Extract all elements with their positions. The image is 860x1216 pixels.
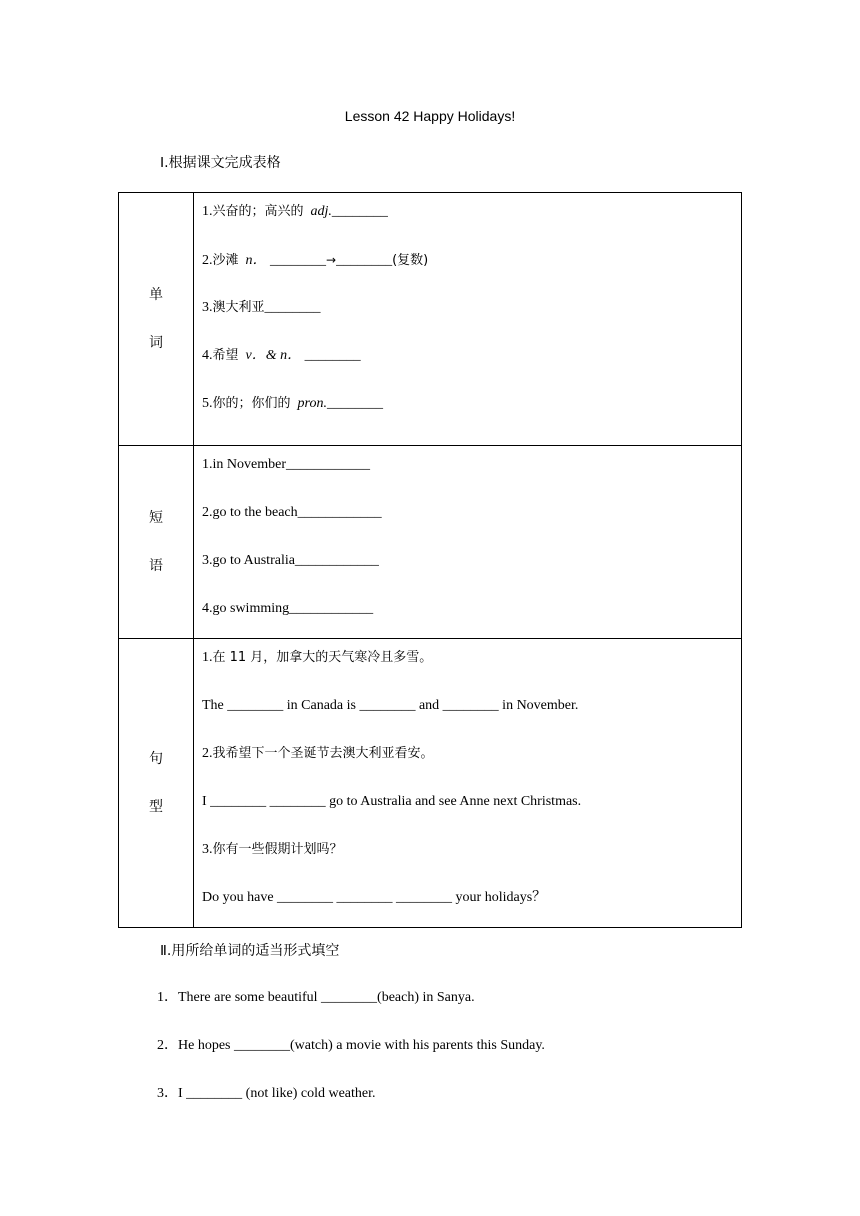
phrases-content-cell: [194, 446, 742, 639]
phrase-item-1[interactable]: 1.in November____________: [202, 457, 370, 472]
sentence-prompt-3: 3.你有一些假期计划吗？: [202, 842, 343, 857]
word-blank-5[interactable]: ________: [326, 396, 383, 411]
phrases-row: [119, 446, 742, 639]
page-title: Lesson 42 Happy Holidays!: [344, 108, 516, 124]
section-1-heading: [160, 152, 281, 172]
word-item-1: 1.兴奋的；高兴的 adj.________: [202, 204, 388, 219]
sentences-content-cell: [194, 639, 742, 928]
sentences-row: [119, 639, 742, 928]
words-row: [119, 193, 742, 446]
words-category-char-2: 词: [149, 335, 163, 351]
section-1-roman: Ⅰ: [160, 156, 165, 171]
sentences-category-cell: [119, 639, 194, 928]
exercise-item-3[interactable]: 3．I ________ (not like) cold weather.: [157, 1086, 376, 1101]
sentences-category-char-1: 句: [149, 751, 163, 767]
word-item-4: 4.希望 v．& n． ________: [202, 348, 361, 363]
section-1-heading-text: .根据课文完成表格: [164, 155, 281, 171]
summary-table: [118, 192, 742, 928]
section-2-heading-text: .用所给单词的适当形式填空: [166, 943, 340, 959]
sentence-blank-line-1[interactable]: The ________ in Canada is ________ and ________ in November.: [202, 698, 579, 713]
sentence-prompt-2: 2.我希望下一个圣诞节去澳大利亚看安。: [202, 746, 434, 761]
word-blank-3[interactable]: ________: [264, 300, 321, 315]
phrases-category-char-1: 短: [149, 510, 163, 526]
phrases-category-char-2: 语: [149, 558, 163, 574]
words-category-char-1: 单: [149, 287, 163, 303]
exercise-item-1[interactable]: 1．There are some beautiful ________(beach) in Sanya.: [157, 990, 475, 1005]
word-blank-4[interactable]: ________: [304, 348, 361, 363]
word-item-2: 2.沙滩 n． ________→________(复数): [202, 253, 429, 268]
arrow-icon: →: [326, 253, 337, 267]
phrases-category-cell: [119, 446, 194, 639]
sentence-blank-line-2[interactable]: I ________ ________ go to Australia and see Anne next Christmas.: [202, 794, 582, 809]
words-content-cell: [194, 193, 742, 446]
word-blank-2a[interactable]: ________: [270, 253, 327, 268]
sentence-blank-line-3[interactable]: Do you have ________ ________ ________ your holidays？: [202, 890, 547, 905]
words-category-cell: [119, 193, 194, 446]
word-item-3: 3.澳大利亚________: [202, 300, 321, 315]
phrase-item-4[interactable]: 4.go swimming____________: [202, 601, 374, 616]
sentences-category-char-2: 型: [149, 799, 163, 815]
word-blank-2b[interactable]: ________: [336, 253, 393, 268]
word-blank-1[interactable]: ________: [331, 204, 388, 219]
phrase-item-3[interactable]: 3.go to Australia____________: [202, 553, 379, 568]
exercise-item-2[interactable]: 2．He hopes ________(watch) a movie with his parents this Sunday.: [157, 1038, 545, 1053]
sentence-prompt-1: 1.在 11 月，加拿大的天气寒冷且多雪。: [202, 650, 433, 665]
section-2-heading: [160, 940, 339, 960]
phrase-item-2[interactable]: 2.go to the beach____________: [202, 505, 382, 520]
word-item-5: 5.你的；你们的 pron.________: [202, 396, 383, 411]
section-2-roman: Ⅱ: [160, 944, 167, 959]
